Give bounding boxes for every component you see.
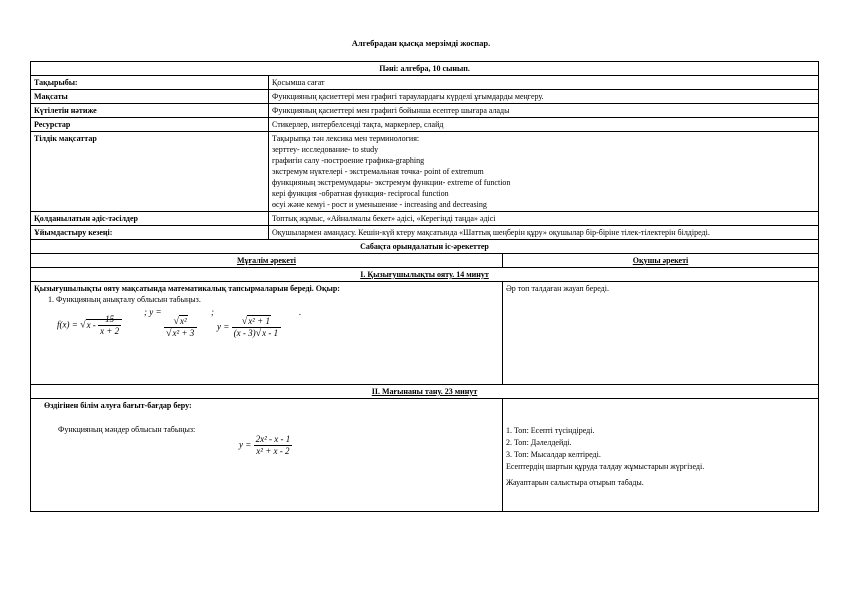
stage1-title	[31, 268, 819, 282]
stage2-teacher-intro: Өздігінен білім алуға бағыт-бағдар беру:	[44, 401, 192, 410]
formula-sep2: ;	[211, 307, 214, 317]
section-title-row	[31, 240, 819, 254]
language-line: функцияның экстремумдары- экстремум функции- extreme of function	[272, 178, 511, 187]
goal-row	[31, 90, 819, 104]
formula-f3	[217, 316, 281, 339]
organize-row	[31, 226, 819, 240]
language-row	[31, 132, 819, 212]
stage2-title-text: II. Мағынаны тану. 23 минут	[371, 387, 478, 396]
formula-f1-den: x + 2	[100, 326, 120, 336]
formula-range	[239, 434, 292, 457]
language-line: экстремум нүктелері - экстремальная точка- point of extremum	[272, 167, 484, 176]
topic-row	[31, 76, 819, 90]
formula-f1-lhs: f(x) =	[57, 319, 78, 330]
formula-sep1: ; y =	[144, 307, 162, 317]
formula-f3-den: (x - 3)√x - 1	[233, 328, 279, 339]
formula-f3-fraction	[232, 316, 282, 339]
subject-cell: Пәні: алгебра, 10 сынып.	[31, 62, 819, 76]
stage1-task: 1. Функцияның анықталу облысын табыңыз.	[48, 295, 201, 304]
organize-label: Ұйымдастыру кезеңі:	[31, 226, 269, 240]
outcome-row	[31, 104, 819, 118]
document-title: Алгебрадан қысқа мерзімді жоспар.	[351, 38, 491, 48]
formula-range-fraction	[254, 434, 293, 457]
stage2-student-line: 1. Топ: Есепті түсіндіреді.	[506, 426, 595, 435]
stage2-student-line: 2. Топ: Дәлелдейді.	[506, 438, 572, 447]
formula-range-den: x² + x - 2	[256, 446, 290, 456]
stage2-student-cell	[503, 399, 819, 512]
stage2-student-line: 3. Топ: Мысалдар келтіреді.	[506, 450, 601, 459]
resources-label: Ресурстар	[31, 118, 269, 132]
formula-f1-num: 15	[98, 314, 121, 326]
stage2-student-line: Есептердің шартын құруда талдау жұмыстарын жүргізеді.	[506, 462, 705, 471]
outcome-value: Функцияның қасиеттері мен графигі бойынша есептер шығара алады	[269, 104, 819, 118]
stage2-teacher-cell	[31, 399, 503, 512]
stage2-student-line: Жауаптарын салыстыра отырып табады.	[506, 478, 644, 487]
outcome-label: Күтілетін нәтиже	[31, 104, 269, 118]
goal-label: Мақсаты	[31, 90, 269, 104]
subject-row	[31, 62, 819, 76]
topic-label: Тақырыбы:	[31, 76, 269, 90]
stage2-title	[31, 385, 819, 399]
language-line: графигін салу -построение графика-graphing	[272, 156, 425, 165]
student-column-header	[503, 254, 819, 268]
language-line: өсуі және кемуі - рост и уменьшение - increasing and decreasing	[272, 200, 487, 209]
formula-f1-fraction	[98, 314, 121, 337]
formula-range-lhs: y =	[239, 439, 252, 450]
stage2-row	[31, 399, 819, 512]
methods-value: Топтық жұмыс, «Айналмалы бекет» әдісі, «Керегінді таңда» әдісі	[269, 212, 819, 226]
language-line: кері функция -обратная функция- reciprocal function	[272, 189, 449, 198]
resources-row	[31, 118, 819, 132]
sqrt-symbol: √	[80, 319, 86, 331]
resources-value: Стикерлер, интербелсенді тақта, маркерлер, слайд	[269, 118, 819, 132]
formula-f2-num: √x²	[164, 316, 197, 328]
formula-f3-num: √x² + 1	[232, 316, 282, 328]
goal-value: Функцияның қасиеттері мен графигі тараулардағы күрделі ұғымдарды меңгеру.	[269, 90, 819, 104]
stage1-title-text: I. Қызығушылықты ояту. 14 минут	[360, 270, 489, 279]
formula-f1	[57, 314, 122, 337]
formula-f2-den: √x² + 3	[166, 328, 195, 339]
formula-range-num: 2x² - x - 1	[255, 434, 291, 444]
language-label: Тілдік мақсаттар	[31, 132, 269, 212]
language-line: Тақырыпқа тән лексика мен терминология:	[272, 134, 420, 143]
stage1-row	[31, 282, 819, 385]
methods-row	[31, 212, 819, 226]
stage1-teacher-intro: Қызығушылықты ояту мақсатында математикалық тапсырмаларын береді. Оқыр:	[34, 284, 340, 293]
teacher-column-label: Мұғалім әрекеті	[236, 256, 297, 265]
formula-f3-lhs: y =	[217, 321, 230, 332]
stage2-task: Функцияның мәндер облысын табыңыз:	[58, 425, 196, 434]
section-title: Сабақта орындалатын іс-әрекеттер	[31, 240, 819, 254]
teacher-column-header	[31, 254, 503, 268]
formula-f2	[164, 316, 197, 339]
stage1-title-row	[31, 268, 819, 282]
stage1-teacher-cell	[31, 282, 503, 385]
lesson-plan-table	[30, 61, 819, 512]
language-line: зерттеу- исследование- to study	[272, 145, 379, 154]
language-lines	[269, 132, 819, 212]
student-column-label: Оқушы әрекеті	[632, 256, 689, 265]
stage1-student-cell: Әр топ талдаған жауап береді.	[503, 282, 819, 385]
formula-f2-fraction	[164, 316, 197, 339]
methods-label: Қолданылатын әдіс-тәсілдер	[31, 212, 269, 226]
formula-dot: .	[299, 307, 302, 317]
columns-header-row	[31, 254, 819, 268]
topic-value: Қосымша сағат	[269, 76, 819, 90]
stage2-title-row	[31, 385, 819, 399]
organize-value: Оқушылармен амандасу. Кешін-күй ктеру мақсатында «Шаттық шеңберін құру» оқушылар бір-біріне тілек-тілектерін білдіреді.	[269, 226, 819, 240]
formula-f1-a: x -	[86, 319, 96, 330]
